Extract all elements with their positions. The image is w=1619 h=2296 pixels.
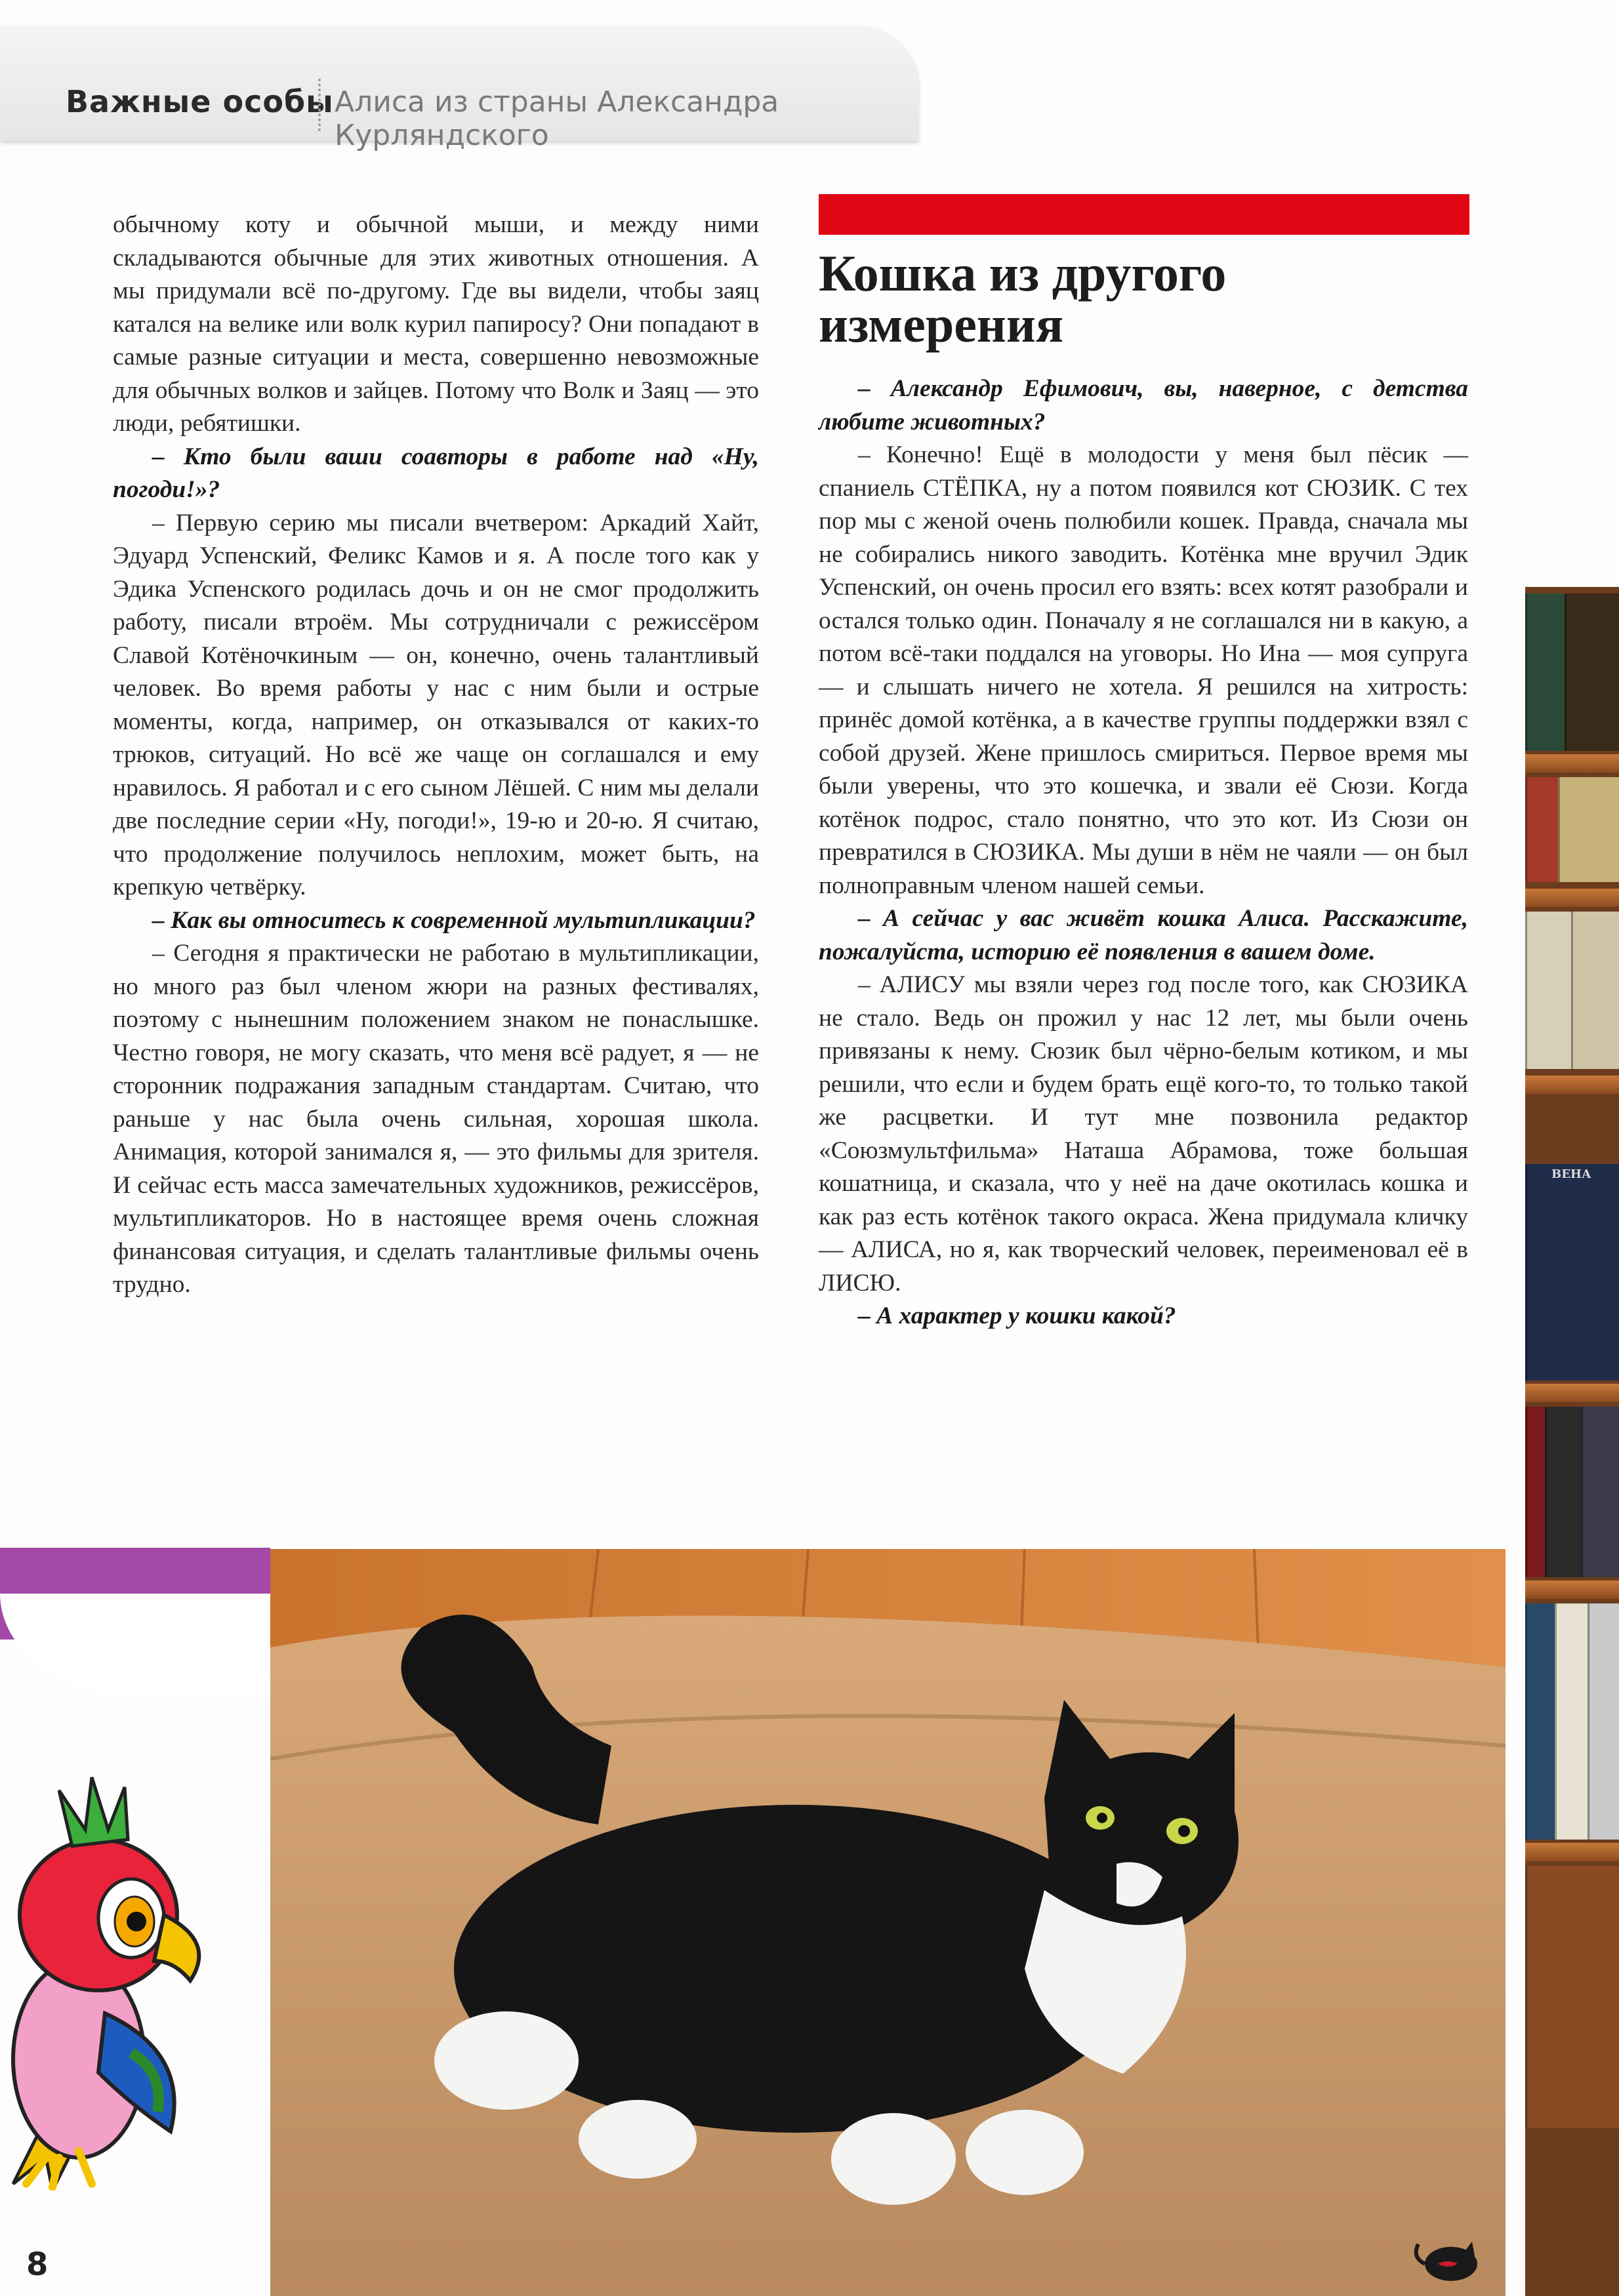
- header-tab: [0, 26, 918, 152]
- book-spine-label: ВЕНА: [1551, 1167, 1591, 1181]
- header-separator: [318, 79, 321, 131]
- interview-answer: – Первую серию мы писали вчетвером: Аркадий Хайт, Эдуард Успенский, Феликс Камов и я. А после того как у Эдика Успенского родилась дочь и он не смог продолжить работу, писали втроём. Мы сотрудничали с режиссёром Славой Котёночкиным — он, конечно, очень талантливый человек. Во время работы у нас с ним были и острые моменты, когда, например, он отказывался от каких-то трюков, ситуаций. Но всё же чаще он соглашался и ему нравилось. Я работал и с его сыном Лёшей. С ним мы делали две последние серии «Ну, погоди!», 19-ю и 20-ю. Я считаю, что продолжение получилось неплохим, может быть, на крепкую четвёрку.: [113, 509, 759, 900]
- section-accent-bar: [819, 194, 1469, 235]
- left-column: [113, 209, 759, 1302]
- section-heading: Кошка из другого измерения: [819, 245, 1227, 353]
- bookshelf-photo-strip: [1525, 587, 1619, 2296]
- kesha-parrot-icon: [0, 1764, 269, 2190]
- decorative-curve: [0, 1594, 270, 1699]
- article-title: Алиса из страны Александра Курляндского: [335, 85, 779, 152]
- cat-photo: [270, 1549, 1506, 2296]
- parrot-illustration: [0, 1764, 269, 2190]
- interview-answer: – Сегодня я практически не работаю в мультипликации, но много раз был членом жюри на разных фестивалях, поэтому с нынешним положением знаком не понаслышке. Честно говоря, не могу сказать, что меня всё радует, я — не сторонник подражания западным стандартам. Считаю, что раньше у нас была очень сильная, хорошая школа. Анимация, которой занимался я, — это фильмы для зрителя. И сейчас есть масса замечательных художников, режиссёров, мультипликаторов. Но в настоящее время очень сложная финансовая ситуация, и сделать талантливые фильмы очень трудно.: [113, 940, 759, 1298]
- interview-question: – А сейчас у вас живёт кошка Алиса. Расскажите, пожалуйста, историю её появления в вашем доме.: [819, 905, 1468, 965]
- interview-answer: – Конечно! Ещё в молодости у меня был пёсик — спаниель СТЁПКА, ну а потом появился кот СЮЗИК. С тех пор мы с женой очень полюбили кошек. Правда, сначала мы не собирались никого заводить. Котёнка мне вручил Эдик Успенский, он очень просил его взять: всех котят разобрали и остался только один. Поначалу я не соглашался ни в какую, а потом всё-таки поддался на уговоры. Но Ина — моя супруга — и слышать ничего не хотела. Я решился на хитрость: принёс домой котёнка, а в качестве группы поддержки взял с собой друзей. Жене пришлось смириться. Первое время мы были уверены, что это кошечка, и звали её Сюзи. Когда котёнок подрос, стало понятно, что это кот. Из Сюзи он превратился в СЮЗИКА. Мы души в нём не чаяли — он был полноправным членом нашей семьи.: [819, 441, 1468, 899]
- interview-answer: – АЛИСУ мы взяли через год после того, как СЮЗИКА не стало. Ведь он прожил у нас 12 лет, мы были очень привязаны к нему. Сюзик был чёрно-белым котиком, и мы решили, что если и будем брать ещё кого-то, то только такой же расцветки. И тут мне позвонила редактор «Союзмультфильма» Наташа Абрамова, тоже большая кошатница, и сказала, что у неё на даче окотилась кошка и как раз есть котёнок такого окраса. Жена придумала кличку — АЛИСА, но я, как творческий человек, переименовал её в ЛИСЮ.: [819, 971, 1468, 1297]
- rubric-label: Важные особы: [66, 84, 334, 119]
- paragraph: обычному коту и обычной мыши, и между ними складываются обычные для этих животных отношения. А мы придумали всё по-другому. Где вы видели, чтобы заяц катался на велике или волк курил папиросу? Они попадают в самые разные ситуации и места, совершенно невозможные для обычных волков и зайцев. Потому что Волк и Заяц — это люди, ребятишки.: [113, 211, 759, 437]
- page-number: 8: [26, 2246, 49, 2283]
- interview-question: – Кто были ваши соавторы в работе над «Ну, погоди!»?: [113, 443, 759, 503]
- interview-question: – А характер у кошки какой?: [858, 1302, 1176, 1329]
- interview-question: – Как вы относитесь к современной мультипликации?: [152, 906, 756, 934]
- interview-question: – Александр Ефимович, вы, наверное, с детства любите животных?: [819, 375, 1468, 435]
- right-column: [819, 373, 1468, 1333]
